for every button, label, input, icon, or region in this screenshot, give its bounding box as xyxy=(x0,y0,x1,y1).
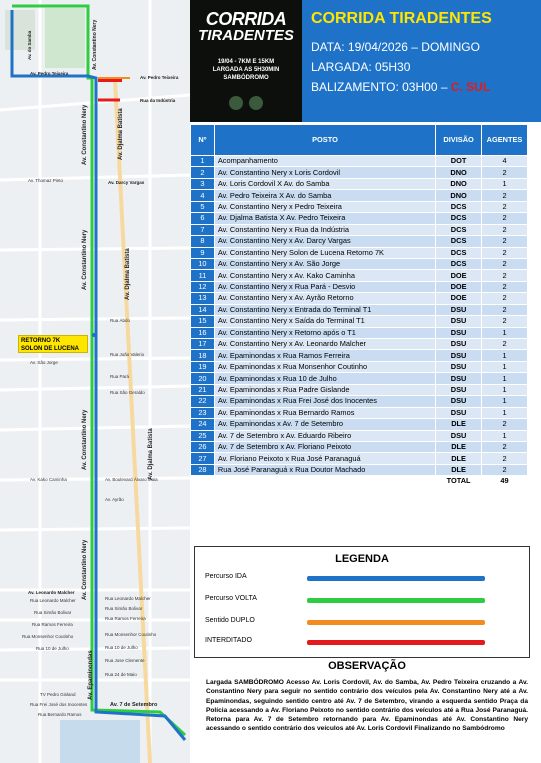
street-label: Rua Leonardo Malcher xyxy=(30,598,76,603)
balizamento-sector: C. SUL xyxy=(450,80,491,94)
col-header-posto: POSTO xyxy=(214,125,435,156)
cell-posto: Av. Constantino Nery x Av. Leonardo Malcher xyxy=(214,339,435,350)
table-row xyxy=(191,384,528,395)
event-banner xyxy=(190,0,302,122)
table-row xyxy=(191,190,528,201)
cell-agentes: 2 xyxy=(482,419,528,430)
road-label-pedro-teixeira: Av. Pedro Teixeira xyxy=(30,71,69,76)
road-label-constantino-1: Av. Constantino Nery xyxy=(82,104,88,165)
cell-agentes: 2 xyxy=(482,258,528,269)
cell-divisao: DCS xyxy=(436,201,482,212)
table-total-row xyxy=(191,476,528,487)
cell-number: 24 xyxy=(191,419,215,430)
table-row xyxy=(191,339,528,350)
road-label-samba: Av. do Samba xyxy=(27,30,32,60)
cell-number: 25 xyxy=(191,430,215,441)
cell-posto: Av. Epaminondas x Rua Frei José dos Inocentes xyxy=(214,396,435,407)
legend-item-label: Sentido DUPLO xyxy=(205,617,255,624)
cell-divisao: DLE xyxy=(436,464,482,475)
street-label: Rua Pará xyxy=(110,374,130,379)
street-label: Av. Thomaz Pinto xyxy=(28,178,64,183)
street-label: Av. Kako Caminha xyxy=(30,477,67,482)
table-row xyxy=(191,178,528,189)
cell-divisao: DSU xyxy=(436,304,482,315)
cell-posto: Av. Constantino Nery x Entrada do Terminal T1 xyxy=(214,304,435,315)
cell-divisao: DSU xyxy=(436,407,482,418)
cell-agentes: 2 xyxy=(482,167,528,178)
cell-divisao: DOT xyxy=(436,156,482,167)
cell-divisao: DLE xyxy=(436,419,482,430)
banner-distance: 19/04 - 7KM E 15KM xyxy=(217,59,275,65)
cell-divisao: DOE xyxy=(436,281,482,292)
cell-posto: Av. Constantino Nery x Av. Darcy Vargas xyxy=(214,236,435,247)
cell-divisao: DNO xyxy=(436,190,482,201)
table-row xyxy=(191,213,528,224)
table-row xyxy=(191,304,528,315)
cell-posto: Av. Epaminondas x Rua Padre Gislande xyxy=(214,384,435,395)
cell-posto: Av. 7 de Setembro x Av. Floriano Peixoto xyxy=(214,441,435,452)
posts-table xyxy=(190,124,528,488)
cell-number: 16 xyxy=(191,327,215,338)
cell-divisao: DSU xyxy=(436,350,482,361)
cell-number: 8 xyxy=(191,236,215,247)
cell-agentes: 2 xyxy=(482,236,528,247)
table-row xyxy=(191,258,528,269)
cell-agentes: 2 xyxy=(482,201,528,212)
cell-divisao: DNO xyxy=(436,167,482,178)
table-body xyxy=(191,156,528,488)
street-label: Rua Ramos Ferreira xyxy=(32,622,73,627)
cell-number: 5 xyxy=(191,201,215,212)
logo-icon xyxy=(249,96,263,110)
table-row xyxy=(191,224,528,235)
table-row xyxy=(191,350,528,361)
cell-number: 1 xyxy=(191,156,215,167)
cell-posto: Av. Epaminondas x Rua Ramos Ferreira xyxy=(214,350,435,361)
cell-posto: Av. Constantino Nery x Av. São Jorge xyxy=(214,258,435,269)
table-row xyxy=(191,270,528,281)
cell-agentes: 2 xyxy=(482,190,528,201)
table-row xyxy=(191,167,528,178)
cell-posto: Av. Epaminondas x Rua Monsenhor Coutinho xyxy=(214,361,435,372)
cell-number: 15 xyxy=(191,316,215,327)
cell-number: 7 xyxy=(191,224,215,235)
cell-posto: Av. Constantino Nery x Av. Kako Caminha xyxy=(214,270,435,281)
cell-number: 3 xyxy=(191,178,215,189)
street-label: Av. São Jorge xyxy=(30,360,58,365)
cell-number: 22 xyxy=(191,396,215,407)
street-label: Rua Ramos Ferreira xyxy=(105,616,146,621)
cell-divisao: DSU xyxy=(436,373,482,384)
street-label: Rua São Geraldo xyxy=(110,390,145,395)
cell-number: 28 xyxy=(191,464,215,475)
cell-posto: Av. Constantino Nery Solon de Lucena Retorno 7K xyxy=(214,247,435,258)
cell-agentes: 2 xyxy=(482,316,528,327)
retorno-marker xyxy=(18,335,88,353)
cell-agentes: 1 xyxy=(482,430,528,441)
table-row xyxy=(191,236,528,247)
cell-posto: Av. Constantino Nery x Pedro Teixeira xyxy=(214,201,435,212)
cell-agentes: 2 xyxy=(482,339,528,350)
street-label: TV Pedro Gisland xyxy=(40,692,76,697)
legend-item xyxy=(205,595,515,607)
legend-item-label: Percurso IDA xyxy=(205,573,247,580)
cell-agentes: 1 xyxy=(482,327,528,338)
table-row xyxy=(191,373,528,384)
cell-posto: Av. Pedro Teixeira X Av. do Samba xyxy=(214,190,435,201)
cell-posto: Av. 7 de Setembro x Av. Eduardo Ribeiro xyxy=(214,430,435,441)
table-row xyxy=(191,327,528,338)
cell-number: 26 xyxy=(191,441,215,452)
cell-number: 13 xyxy=(191,293,215,304)
cell-agentes: 2 xyxy=(482,224,528,235)
street-label: Rua João Valerio xyxy=(110,352,145,357)
street-label: Rua Monsenhor Coutinho xyxy=(22,634,74,639)
col-header-agentes: AGENTES xyxy=(482,125,528,156)
total-value: 49 xyxy=(482,476,528,487)
legend-swatch xyxy=(307,640,485,645)
table-row xyxy=(191,430,528,441)
table-row xyxy=(191,156,528,167)
cell-number: 14 xyxy=(191,304,215,315)
street-label: Rua 10 de Julho xyxy=(105,645,138,650)
observation-section xyxy=(206,658,528,763)
cell-number: 21 xyxy=(191,384,215,395)
road-label-leonardo-malcher: Av. Leonardo Malcher xyxy=(28,590,75,595)
cell-number: 27 xyxy=(191,453,215,464)
cell-posto: Av. Loris Cordovil X Av. do Samba xyxy=(214,178,435,189)
cell-agentes: 2 xyxy=(482,270,528,281)
street-label: Rua Frei José dos Inocentes xyxy=(30,702,88,707)
table-row xyxy=(191,247,528,258)
cell-divisao: DSU xyxy=(436,396,482,407)
table-row xyxy=(191,407,528,418)
route-map xyxy=(0,0,190,763)
cell-agentes: 1 xyxy=(482,396,528,407)
road-label-constantino-2: Av. Constantino Nery xyxy=(82,229,88,290)
legend-swatch xyxy=(307,620,485,625)
banner-title-1: CORRIDA xyxy=(205,9,287,29)
road-label-constantino-top: Av. Constantino Nery xyxy=(92,19,98,70)
cell-posto: Av. Epaminondas x Rua Bernardo Ramos xyxy=(214,407,435,418)
cell-divisao: DOE xyxy=(436,293,482,304)
legend-item xyxy=(205,573,515,585)
cell-posto: Av. Floriano Peixoto x Rua José Paranaguá xyxy=(214,453,435,464)
cell-divisao: DLE xyxy=(436,441,482,452)
balizamento-text: BALIZAMENTO: 03H00 – xyxy=(311,80,451,94)
legend-item xyxy=(205,617,515,629)
street-label: Av. Ayrão xyxy=(105,497,124,502)
road-label-constantino-4: Av. Constantino Nery xyxy=(82,539,88,600)
total-empty-cell xyxy=(214,476,435,487)
street-label: Rua Ábdo xyxy=(110,318,131,323)
cell-divisao: DOE xyxy=(436,270,482,281)
cell-agentes: 2 xyxy=(482,293,528,304)
cell-posto: Rua José Paranaguá x Rua Doutor Machado xyxy=(214,464,435,475)
cell-divisao: DSU xyxy=(436,384,482,395)
cell-divisao: DSU xyxy=(436,316,482,327)
cell-divisao: DNO xyxy=(436,178,482,189)
table-row xyxy=(191,464,528,475)
event-largada: LARGADA: 05H30 xyxy=(311,60,411,74)
cell-divisao: DCS xyxy=(436,224,482,235)
cell-number: 11 xyxy=(191,270,215,281)
cell-number: 18 xyxy=(191,350,215,361)
cell-number: 12 xyxy=(191,281,215,292)
cell-posto: Av. Constantino Nery x Av. Ayrão Retorno xyxy=(214,293,435,304)
event-date: DATA: 19/04/2026 – DOMINGO xyxy=(311,40,480,54)
cell-number: 17 xyxy=(191,339,215,350)
banner-location: SAMBÓDROMO xyxy=(223,75,269,81)
cell-agentes: 2 xyxy=(482,464,528,475)
cell-posto: Av. Djalma Batista X Av. Pedro Teixeira xyxy=(214,213,435,224)
cell-posto: Av. Epaminondas x Rua 10 de Julho xyxy=(214,373,435,384)
cell-agentes: 2 xyxy=(482,453,528,464)
cell-divisao: DSU xyxy=(436,361,482,372)
cell-divisao: DSU xyxy=(436,430,482,441)
total-label: TOTAL xyxy=(436,476,482,487)
street-label: Rua Leonardo Malcher xyxy=(105,596,151,601)
road-label-epaminondas: Av. Epaminondas xyxy=(88,650,94,700)
cell-divisao: DCS xyxy=(436,258,482,269)
banner-start-time: LARGADA AS 5H30MIN xyxy=(212,67,280,73)
cell-number: 23 xyxy=(191,407,215,418)
cell-number: 9 xyxy=(191,247,215,258)
cell-divisao: DCS xyxy=(436,236,482,247)
cell-divisao: DCS xyxy=(436,247,482,258)
cell-agentes: 2 xyxy=(482,441,528,452)
table-row xyxy=(191,453,528,464)
street-label: Rua Simão Bolivar xyxy=(34,610,72,615)
map-roads xyxy=(0,0,190,763)
cell-divisao: DCS xyxy=(436,213,482,224)
cell-agentes: 1 xyxy=(482,361,528,372)
cell-posto: Av. Constantino Nery x Retorno após o T1 xyxy=(214,327,435,338)
legend-swatch xyxy=(307,598,485,603)
cell-posto: Av. Constantino Nery x Loris Cordovil xyxy=(214,167,435,178)
street-label: Rua 10 de Julho xyxy=(36,646,69,651)
cell-number: 6 xyxy=(191,213,215,224)
table-row xyxy=(191,293,528,304)
legend-box xyxy=(194,546,530,658)
road-label-darcy-vargas: Av. Darcy Vargas xyxy=(108,180,145,185)
table-row xyxy=(191,316,528,327)
cell-agentes: 2 xyxy=(482,247,528,258)
street-label: Rua 24 de Maio xyxy=(105,672,137,677)
legend-item-label: Percurso VOLTA xyxy=(205,595,257,602)
table-row xyxy=(191,281,528,292)
street-label: Rua Jose Clemente xyxy=(105,658,145,663)
cell-agentes: 1 xyxy=(482,350,528,361)
road-label-djalma-1: Av. Djalma Batista xyxy=(118,108,124,160)
cell-divisao: DSU xyxy=(436,339,482,350)
road-label-djalma-3: Av. Djalma Batista xyxy=(148,428,154,480)
cell-number: 10 xyxy=(191,258,215,269)
cell-agentes: 1 xyxy=(482,407,528,418)
retorno-label: RETORNO 7K SOLON DE LUCENA xyxy=(21,338,80,352)
cell-agentes: 1 xyxy=(482,384,528,395)
table-row xyxy=(191,396,528,407)
cell-number: 19 xyxy=(191,361,215,372)
cell-posto: Av. Epaminondas x Av. 7 de Setembro xyxy=(214,419,435,430)
legend-item xyxy=(205,637,515,649)
legend-swatch xyxy=(307,576,485,581)
cell-posto: Av. Constantino Nery x Rua Pará - Desvio xyxy=(214,281,435,292)
cell-agentes: 2 xyxy=(482,304,528,315)
cell-agentes: 1 xyxy=(482,373,528,384)
table-row xyxy=(191,361,528,372)
info-header xyxy=(302,0,541,122)
banner-title-2: TIRADENTES xyxy=(198,27,294,44)
cell-number: 4 xyxy=(191,190,215,201)
table-row xyxy=(191,441,528,452)
street-label: Rua Bernardo Ramos xyxy=(38,712,82,717)
table-header-row xyxy=(191,125,528,156)
observation-title: OBSERVAÇÃO xyxy=(328,660,406,672)
road-label-djalma-2: Av. Djalma Batista xyxy=(125,248,131,300)
cell-posto: Av. Constantino Nery x Saída do Terminal T1 xyxy=(214,316,435,327)
legend-item-label: INTERDITADO xyxy=(205,637,252,644)
street-label: Rua Monsenhor Coutinho xyxy=(105,632,157,637)
road-label-7-setembro: Av. 7 de Setembro xyxy=(110,702,158,708)
cell-agentes: 2 xyxy=(482,281,528,292)
cell-agentes: 1 xyxy=(482,178,528,189)
col-header-number: Nº xyxy=(191,125,215,156)
cell-divisao: DLE xyxy=(436,453,482,464)
observation-text: Largada SAMBÓDROMO Acesso Av. Loris Cordovil, Av. do Samba, Av. Pedro Teixeira cruzando a Av. Constantino Nery para seguir no sentido contrário dos veículos pela Av. Constantino Nery até a Av. Epaminondas, seguindo sentido centro até Av. 7 de Setembro, virando a esquerda sentido Praça da Polícia acessando a Av. Floriano Peixoto no sentido contrário dos veículos até a Rua José Paranaguá. Retorna para Av. 7 de Setembro retornando para Av. Epaminondas até Av. Constantino Nery acessando o sentido contrário dos veículos até Av. Loris Cordovil Finalizando no Sambódromo xyxy=(206,679,528,733)
logo-icon xyxy=(229,96,243,110)
road-label-constantino-3: Av. Constantino Nery xyxy=(82,409,88,470)
sponsor-logos xyxy=(220,96,272,112)
cell-agentes: 4 xyxy=(482,156,528,167)
cell-divisao: DSU xyxy=(436,327,482,338)
event-balizamento xyxy=(311,80,490,94)
street-label: Rua Simão Bolivar xyxy=(105,606,143,611)
cell-posto: Acompanhamento xyxy=(214,156,435,167)
col-header-divisao: DIVISÃO xyxy=(436,125,482,156)
page-title: CORRIDA TIRADENTES xyxy=(311,10,492,27)
table-row xyxy=(191,419,528,430)
cell-number: 20 xyxy=(191,373,215,384)
table-row xyxy=(191,201,528,212)
total-empty-cell xyxy=(191,476,215,487)
legend-title: LEGENDA xyxy=(335,553,389,565)
road-label-pedro-teixeira-2: Av. Pedro Teixeira xyxy=(140,75,179,80)
street-label: Av. Boulevard Álvaro Maia xyxy=(105,477,158,482)
road-label-industria: Rua da Indústria xyxy=(140,98,176,103)
cell-agentes: 2 xyxy=(482,213,528,224)
cell-posto: Av. Constantino Nery x Rua da Indústria xyxy=(214,224,435,235)
cell-number: 2 xyxy=(191,167,215,178)
